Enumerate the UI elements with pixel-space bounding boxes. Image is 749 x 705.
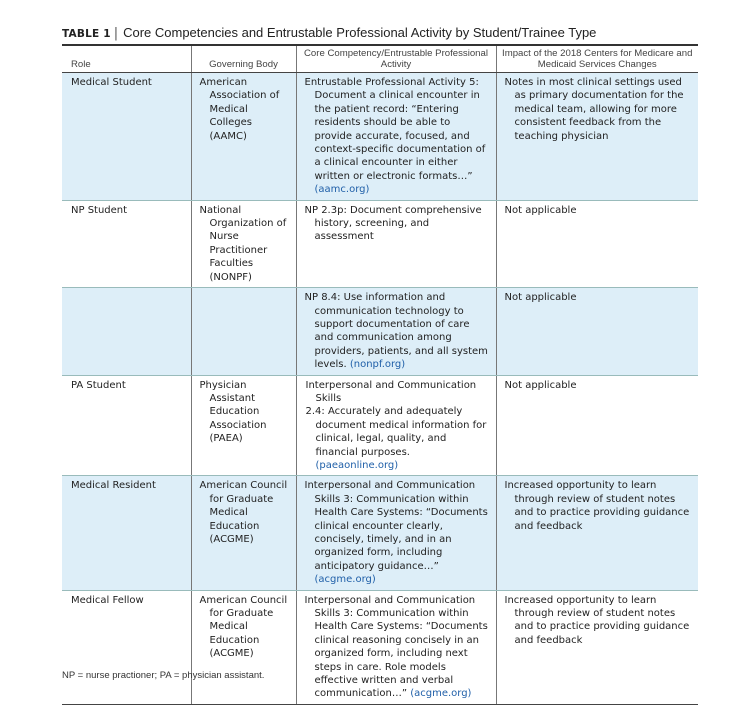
competency-table: [62, 46, 698, 705]
body-cell: American Council for Graduate Medical Education (ACGME): [191, 476, 296, 590]
competency-text: Interpersonal and Communication Skills 3: Communication within Health Care Systems: “Documents clinical reasoning concisely in an organized form, including next steps in care. Role models effective written and verbal communication…”: [304, 594, 488, 700]
header-governing-body: Governing Body: [191, 46, 296, 73]
header-row: [62, 46, 698, 73]
source-link[interactable]: (aamc.org): [314, 184, 370, 196]
role-cell: [62, 288, 191, 375]
impact-cell: Increased opportunity to learn through review of student notes and to practice providing guidance and feedback: [496, 590, 698, 704]
table-label: TABLE 1: [62, 28, 111, 40]
table-row: [62, 590, 698, 704]
header-competency: Core Competency/Entrustable Professional Activity: [296, 46, 496, 73]
table-caption: Core Competencies and Entrustable Professional Activity by Student/Trainee Type: [123, 25, 597, 40]
role-cell: PA Student: [62, 375, 191, 476]
competency-text: Interpersonal and Communication Skills 3: Communication within Health Care Systems: “Documents clinical encounter clearly, concisely, timely, and in an organized form, including anticipatory guidance…”: [304, 480, 488, 572]
competency-cell: [296, 476, 496, 590]
table-footnote: NP = nurse practioner; PA = physician assistant.: [62, 670, 265, 681]
body-cell: Physician Assistant Education Association (PAEA): [191, 375, 296, 476]
body-cell: National Organization of Nurse Practitioner Faculties (NONPF): [191, 200, 296, 287]
title-separator: |: [113, 26, 119, 41]
competency-item: [306, 405, 490, 472]
header-impact: Impact of the 2018 Centers for Medicare and Medicaid Services Changes: [496, 46, 698, 73]
header-role: Role: [62, 46, 191, 73]
impact-cell: Notes in most clinical settings used as primary documentation for the medical team, allowing for more consistent feedback from the teaching physician: [496, 73, 698, 201]
table-row: [62, 200, 698, 287]
source-link[interactable]: (paeaonline.org): [315, 459, 399, 471]
table-row: [62, 288, 698, 375]
competency-text: 2.4: Accurately and adequately document medical information for clinical, legal, quality, and financial purposes.: [305, 406, 487, 458]
impact-cell: Increased opportunity to learn through review of student notes and to practice providing guidance and feedback: [496, 476, 698, 590]
competency-text: Entrustable Professional Activity 5: Document a clinical encounter in the patient record: “Entering residents should be able to provide accurate, focused, and context-specific documentation of a clinical encounter in either written or electronic formats…”: [304, 77, 486, 182]
role-cell: Medical Student: [62, 73, 191, 201]
impact-cell: Not applicable: [496, 288, 698, 375]
table-row: [62, 476, 698, 590]
source-link[interactable]: (nonpf.org): [349, 359, 406, 371]
competency-cell: [296, 375, 496, 476]
competency-text: NP 8.4: Use information and communication technology to support documentation of care and communication among providers, patients, and all system levels.: [304, 292, 488, 371]
source-link[interactable]: (acgme.org): [314, 574, 376, 586]
competency-heading: Interpersonal and Communication Skills: [305, 379, 477, 404]
body-cell: American Council for Graduate Medical Education (ACGME): [191, 590, 296, 704]
role-cell: NP Student: [62, 200, 191, 287]
competency-cell: NP 2.3p: Document comprehensive history, screening, and assessment: [296, 200, 496, 287]
body-cell: American Association of Medical Colleges (AAMC): [191, 73, 296, 201]
competency-cell: [296, 590, 496, 704]
body-cell: [191, 288, 296, 375]
impact-cell: Not applicable: [496, 375, 698, 476]
table-row: [62, 375, 698, 476]
impact-cell: Not applicable: [496, 200, 698, 287]
role-cell: Medical Resident: [62, 476, 191, 590]
competency-cell: [296, 73, 496, 201]
source-link[interactable]: (acgme.org): [410, 688, 472, 700]
table-title: [62, 25, 596, 41]
role-cell: Medical Fellow: [62, 590, 191, 704]
competency-cell: [296, 288, 496, 375]
table-row: [62, 73, 698, 201]
